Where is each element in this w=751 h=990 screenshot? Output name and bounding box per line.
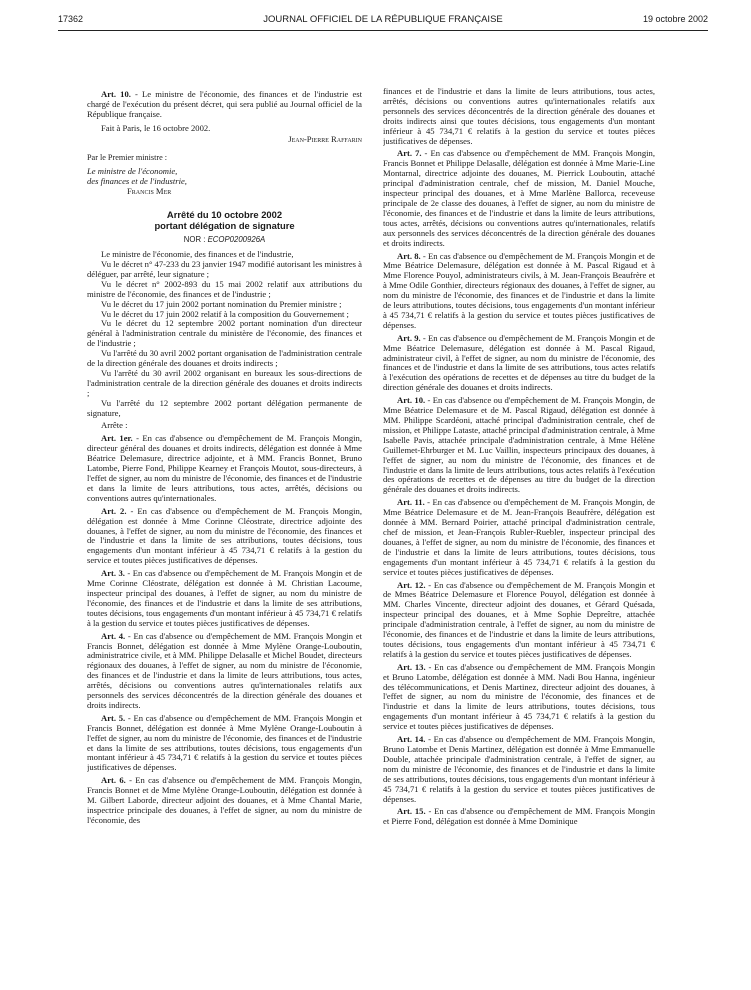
article-paragraph [383, 396, 655, 495]
nor-code: ECOP0200926A [207, 235, 266, 245]
article-paragraph [383, 735, 655, 804]
preamble-paragraph: Vu le décret n° 2002-893 du 15 mai 2002 relatif aux attributions du ministre de l'économie, des finances et de l'industrie ; [87, 278, 362, 299]
article-number: Art. 5. [101, 712, 126, 723]
decree-article-10 [87, 90, 362, 120]
article-paragraph [383, 252, 655, 331]
article-text: - En cas d'absence ou d'empêchement de MM. François Mongin et Bruno Latombe, délégation est donnée à MM. Nadi Bou Hanna, ingénieur des télécommunications, et Denis Martinez, directeur adjoint des douanes, à l'effet de signer, au nom du ministre de l'économie, des finances et de l'industrie et dans la limite de leurs attributions, toutes décisions, tous engagements d'un montant inférieur à 45 734,71 € relatifs à la gestion du service et toutes pièces justificatives de dépenses. [383, 661, 655, 732]
preamble-paragraph: Vu le décret du 17 juin 2002 portant nomination du Premier ministre ; [101, 298, 342, 309]
article-number: Art. 12. [397, 579, 426, 590]
article-number: Art. 10. [397, 395, 426, 406]
article-text: - En cas d'absence ou d'empêchement de MM. François Mongin, Bruno Latombe et Denis Martinez, délégation est donnée à Mme Emmanuelle Double, attachée principale d'administration centrale, à l'effet de signer, au nom du ministre de l'économie, des finances et de l'industrie et dans la limite de ses attributions, toutes décisions, tous engagements d'un montant inférieur à 45 734,71 € relatifs à la gestion du service et toutes pièces justificatives de dépenses. [383, 734, 655, 804]
left-column [87, 87, 362, 982]
article-number: Art. 15. [397, 806, 426, 817]
arrete-title-line1: Arrêté du 10 octobre 2002 [166, 209, 283, 221]
article-number: Art. 1er. [101, 433, 133, 444]
article-paragraph [87, 776, 362, 826]
article-paragraph [87, 569, 362, 628]
article-paragraph [383, 581, 655, 660]
article-text: - En cas d'absence ou d'empêchement de MM. François Mongin, Francis Bonnet et Philippe Delasalle, délégation est donnée à Mme Marie-Line Montarnal, directrice adjointe des douanes, M. Pierrick Louboutin, attaché principal d'administration centrale, chef de mission, M. Daniel Mouche, inspecteur principal des douanes, et à Mme Marlène Ballorca, receveuse principale de 2e classe des douanes, à l'effet de signer, au nom du ministre de l'économie, des finances et de l'industrie et dans la limite de leurs attributions, tous actes, arrêtés, décisions ou conventions autres qu'internationales, relatifs aux personnels des services déconcentrés de la direction générale des douanes et droits indirects. [383, 148, 655, 248]
header-rule [58, 30, 708, 31]
article-text: - En cas d'absence ou d'empêchement de M. François Mongin et de Mme Béatrice Delemasure, délégation est donnée à M. Pascal Rigaud, administrateur civil, à l'effet de signer, au nom du ministre de l'économie, des finances et de l'industrie et dans la limite de ses attributions, tous actes relatifs à l'exécution des opérations de recettes et de dépenses au titre du budget de la direction générale des douanes et droits indirects. [383, 332, 655, 393]
article-number: Art. 2. [101, 505, 127, 516]
article-number: Art. 6. [101, 775, 126, 786]
article-paragraph [383, 663, 655, 732]
issue-date: 19 octobre 2002 [642, 14, 708, 24]
arrete-title-line2: portant délégation de signature [154, 219, 295, 231]
preamble-paragraph: Vu le décret n° 47-233 du 23 janvier 1947 modifié autorisant les ministres à déléguer, par arrêté, leur signature ; [87, 258, 362, 279]
preamble-paragraph: Vu le décret du 17 juin 2002 relatif à la composition du Gouvernement ; [101, 308, 349, 319]
article-number: Art. 8. [397, 250, 421, 261]
fait-a-paris: Fait à Paris, le 16 octobre 2002. [101, 122, 211, 133]
article-number: Art. 9. [397, 332, 421, 343]
article-paragraph [87, 714, 362, 773]
journal-title: JOURNAL OFFICIEL DE LA RÉPUBLIQUE FRANÇAISE [263, 14, 503, 25]
preamble-paragraph: Vu le décret du 12 septembre 2002 portant nomination d'un directeur général à l'administration centrale du ministère de l'économie, des finances et de l'industrie ; [87, 318, 362, 349]
article-paragraph [383, 498, 655, 577]
article-number: Art. 4. [101, 630, 126, 641]
article-paragraph [87, 434, 362, 503]
page-header [58, 14, 708, 30]
article-text: - En cas d'absence ou d'empêchement de MM. François Mongin, Francis Bonnet et de Mme Mylène Orange-Louboutin, délégation est donnée à M. Gilbert Laborde, directeur adjoint des douanes, et à Mme Chantal Marie, inspectrice principale des douanes, à l'effet de signer, au nom du ministre de l'économie, des [87, 775, 362, 825]
article-number: Art. 13. [397, 661, 426, 672]
article-paragraph [87, 507, 362, 566]
right-column [383, 87, 655, 982]
article-number: Art. 14. [397, 734, 426, 745]
preamble [87, 250, 362, 418]
article-number: Art. 10. [101, 89, 131, 99]
minister-signature: Francis Mer [127, 186, 172, 197]
par-le-premier-ministre: Par le Premier ministre : [87, 152, 168, 162]
article-text: - En cas d'absence ou d'empêchement de M. François Mongin et de Mmes Béatrice Delemasure et Florence Pouyol, délégation est donnée à MM. Charles Vincente, directeur adjoint des douanes, et Gérard Quésada, inspecteur principal des douanes, et à Mme Sophie Depreître, attachée principale d'administration centrale, à l'effet de signer, au nom du ministre de l'économie, des finances et de l'industrie et dans la limite de leurs attributions, toutes décisions, tous engagements d'un montant inférieur à 45 734,71 € relatifs à la gestion du service et toutes pièces justificatives de dépenses. [383, 579, 655, 659]
article-text: - En cas d'absence ou d'empêchement de M. François Mongin, délégation est donnée à Mme Corinne Cléostrate, directrice adjointe des douanes, à l'effet de signer, au nom du ministre de l'économie, des finances et de l'industrie et dans la limite de ses attributions, toutes décisions, tous engagements d'un montant inférieur à 45 734,71 € relatifs à la gestion du service et toutes pièces justificatives de dépenses. [87, 505, 362, 566]
article-text: - En cas d'absence ou d'empêchement de M. François Mongin, directeur général des douanes et droits indirects, délégation est donnée à Mme Béatrice Delemasure, directrice adjointe, et à MM. Francis Bonnet, Bruno Latombe, Pierre Fond, Philippe Kearney et François Moutot, sous-directeurs, à l'effet de signer, au nom du ministre de l'économie, des finances et de l'industrie et dans la limite de leurs attributions, tous actes, arrêtés, décisions ou conventions autres qu'internationales. [87, 433, 362, 503]
arrete-label: Arrête : [101, 420, 128, 431]
article-paragraph [383, 149, 655, 248]
pm-signature: Jean-Pierre Raffarin [288, 133, 362, 144]
preamble-paragraph: Vu l'arrêté du 30 avril 2002 portant organisation de l'administration centrale de la direction générale des douanes et droits indirects ; [87, 348, 362, 369]
article-paragraph [383, 334, 655, 393]
article-text: - En cas d'absence ou d'empêchement de MM. François Mongin et Pierre Fond, délégation est donnée à Mme Dominique [383, 806, 655, 827]
article-text: - En cas d'absence ou d'empêchement de MM. François Mongin et Francis Bonnet, délégation est donnée à Mme Mylène Orange-Louboutin, administratrice civile, et à MM. Philippe Delasalle et Michel Boudet, directeurs régionaux des douanes, à l'effet de signer, au nom du ministre de l'économie, des finances et de l'industrie et dans la limite de leurs attributions, tous actes, arrêtés, décisions ou conventions autres qu'internationales relatifs aux personnels des services déconcentrés de la direction générale des douanes et droits indirects. [87, 630, 362, 710]
article-text: - En cas d'absence ou d'empêchement de M. François Mongin et de Mme Corinne Cléostrate, délégation est donnée à M. Christian Lacoume, inspecteur principal des douanes, à l'effet de signer, au nom du ministre de l'économie, des finances et de l'industrie et dans la limite de ses attributions, toutes décisions, tous engagements d'un montant inférieur à 45 734,71 € relatifs à la gestion du service et toutes pièces justificatives de dépenses. [87, 568, 362, 628]
page-number: 17362 [58, 14, 84, 24]
left-articles [87, 434, 362, 825]
article-paragraph [383, 807, 655, 827]
preamble-paragraph: Le ministre de l'économie, des finances et de l'industrie, [101, 249, 294, 260]
article-text: - En cas d'absence ou d'empêchement de MM. François Mongin et Francis Bonnet, délégation est donnée à Mme Mylène Orange-Louboutin à l'effet de signer, au nom du ministre de l'économie, des finances et de l'industrie et dans la limite de ses attributions, toutes décisions, tous engagements d'un montant inférieur à 45 734,71 € relatifs à la gestion du service et toutes pièces justificatives de dépenses. [87, 712, 362, 773]
preamble-paragraph: Vu l'arrêté du 30 avril 2002 organisant en bureaux les sous-directions de l'administration centrale de la direction générale des douanes et droits indirects ; [87, 367, 362, 398]
minister-title-line1: Le ministre de l'économie, [87, 166, 178, 177]
article-text: - En cas d'absence ou d'empêchement de M. François Mongin et de Mme Béatrice Delemasure, délégation est donnée à M. Pascal Rigaud et à Mme Florence Pouyol, administrateurs civils, à M. Jean-François Beaufrère et à Mme Odile Gonthier, directeurs régionaux des douanes, à l'effet de signer, au nom du ministre de l'économie, des finances et de l'industrie et dans la limite de leurs attributions, toutes décisions, tous engagements d'un montant inférieur à 45 734,71 € relatifs à la gestion du service et toutes pièces justificatives de dépenses. [383, 250, 655, 330]
nor-reference [87, 235, 362, 245]
continued-text: finances et de l'industrie et dans la limite de leurs attributions, tous actes, arrêtés, décisions ou conventions autres qu'internationales relatifs aux personnels des services déconcentrés de la direction générale des douanes et droits indirects ainsi que toutes décisions, tous engagements d'un montant inférieur à 45 734,71 € relatifs à la gestion du service et toutes pièces justificatives de dépenses. [383, 87, 655, 146]
minister-title-line2: des finances et de l'industrie, [87, 176, 187, 187]
article-text: - En cas d'absence ou d'empêchement de M. François Mongin, de Mme Béatrice Delemasure et de M. Pascal Rigaud, délégation est donnée à MM. Philippe Scardéoni, attaché principal d'administration centrale, chef de mission, et Philippe Lataste, attaché principal d'administration centrale, à Mme Isabelle Pavis, attachée principale d'administration centrale, à Mme Hélène Guillemet-Ehrburger et M. Luc Vaillin, inspecteurs principaux des douanes, à l'effet de signer, au nom du ministre de l'économie, des finances et de l'industrie et dans la limite de leurs attributions, tous actes relatifs à l'exécution des opérations de recettes et de dépenses au titre du budget de la direction générale des douanes et droits indirects. [383, 395, 655, 495]
preamble-paragraph: Vu l'arrêté du 12 septembre 2002 portant délégation permanente de signature, [87, 397, 362, 418]
article-text: - Le ministre de l'économie, des finances et de l'industrie est chargé de l'exécution du présent décret, qui sera publié au Journal officiel de la République française. [87, 89, 362, 119]
right-articles [383, 149, 655, 827]
article-number: Art. 3. [101, 568, 125, 579]
nor-label: NOR : [183, 235, 208, 245]
article-paragraph [87, 632, 362, 711]
article-number: Art. 7. [397, 148, 422, 159]
article-text: - En cas d'absence ou d'empêchement de M. François Mongin, de Mme Béatrice Delemasure et de M. Jean-François Beaufrère, délégation est donnée à MM. Bernard Poirier, attaché principal d'administration centrale, chef de mission, et Jean-François Rubler-Ruebler, inspecteur principal des douanes, à l'effet de signer, au nom du ministre de l'économie, des finances et de l'industrie et dans la limite de leurs attributions, toutes décisions, tous engagements d'un montant inférieur à 45 734,71 € relatifs à la gestion du service et toutes pièces justificatives de dépenses. [383, 497, 655, 577]
article-number: Art. 11. [397, 497, 425, 508]
